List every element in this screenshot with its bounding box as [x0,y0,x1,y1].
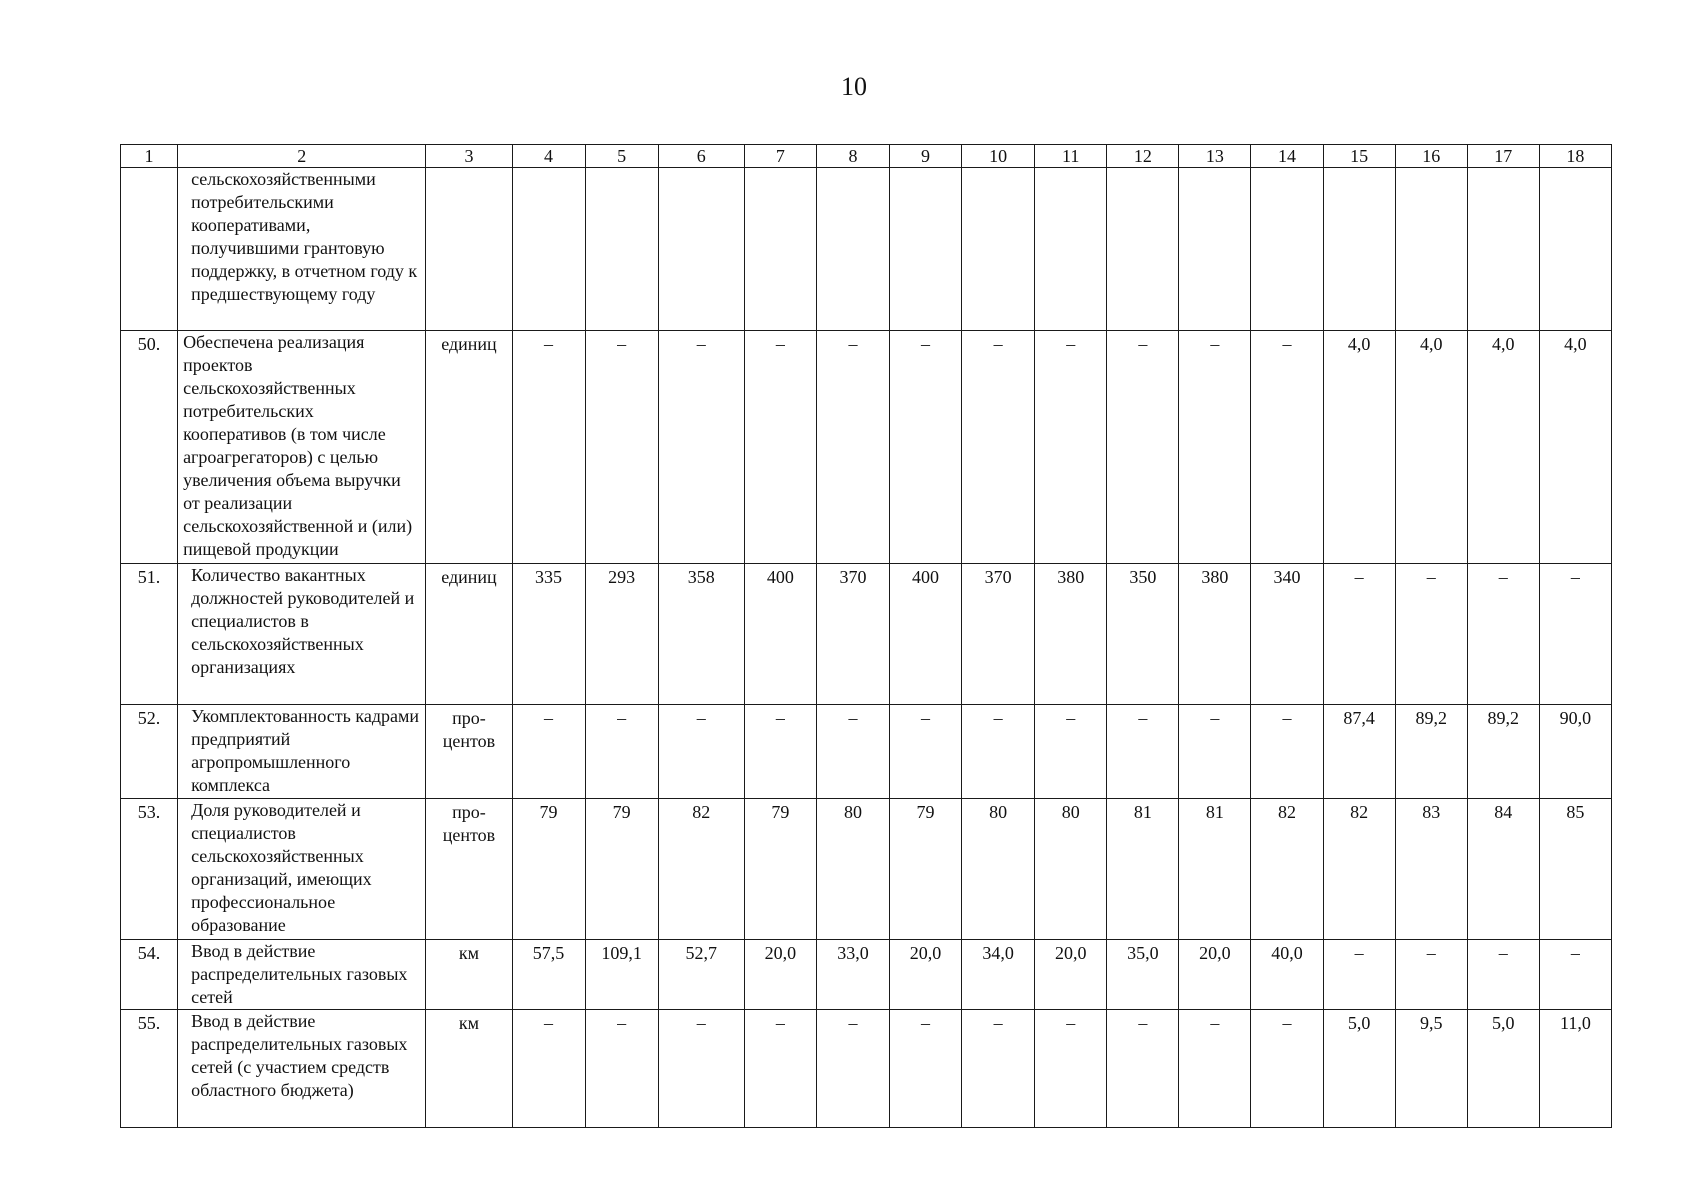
value-cell-col-10: – [962,705,1035,799]
value-cell-col-18: 11,0 [1539,1010,1611,1128]
indicator-name: Обеспечена реализация проектов сельскохозяйственных потребительских кооперативов (в том числе агроагрегаторов) с целью увеличения объема выручки от реализации сельскохозяйственной и (или) пищевой продукции [178,331,426,564]
value-cell-col-14: – [1251,1010,1323,1128]
value-cell-col-12: 81 [1107,799,1179,940]
value-cell-col-5: 109,1 [585,940,658,1010]
value-cell-col-17: 84 [1467,799,1539,940]
column-header-16: 16 [1395,145,1467,168]
value-cell-col-4: 335 [512,564,585,705]
unit-cell: км [426,940,512,1010]
value-cell-col-11: 20,0 [1035,940,1107,1010]
value-cell-col-11: 80 [1035,799,1107,940]
value-cell-col-18 [1539,168,1611,331]
value-cell-col-7: – [744,331,816,564]
value-cell-col-8: 80 [816,799,889,940]
indicator-name: Количество вакантных должностей руководителей и специалистов в сельскохозяйственных организациях [178,564,426,705]
value-cell-col-6: 358 [658,564,744,705]
column-header-13: 13 [1179,145,1251,168]
column-header-14: 14 [1251,145,1323,168]
value-cell-col-7: 400 [744,564,816,705]
value-cell-col-7: – [744,705,816,799]
unit-cell [426,168,512,331]
value-cell-col-9 [889,168,961,331]
value-cell-col-16: – [1395,564,1467,705]
page-number: 10 [841,72,867,101]
value-cell-col-13: 380 [1179,564,1251,705]
value-cell-col-12 [1107,168,1179,331]
value-cell-col-6: – [658,331,744,564]
value-cell-col-4 [512,168,585,331]
value-cell-col-17: – [1467,940,1539,1010]
column-number-header-row [121,145,1612,168]
unit-cell: про- центов [426,705,512,799]
value-cell-col-8 [816,168,889,331]
column-header-12: 12 [1107,145,1179,168]
value-cell-col-14: 40,0 [1251,940,1323,1010]
value-cell-col-11 [1035,168,1107,331]
value-cell-col-14: – [1251,705,1323,799]
table-row [121,168,1612,331]
value-cell-col-6: – [658,1010,744,1128]
value-cell-col-15: – [1323,940,1395,1010]
value-cell-col-12: – [1107,1010,1179,1128]
value-cell-col-13: – [1179,331,1251,564]
value-cell-col-4: – [512,705,585,799]
value-cell-col-6: 82 [658,799,744,940]
indicator-name: Укомплектованность кадрами предприятий агропромышленного комплекса [178,705,426,799]
value-cell-col-4: 79 [512,799,585,940]
value-cell-col-15 [1323,168,1395,331]
value-cell-col-17: – [1467,564,1539,705]
column-header-15: 15 [1323,145,1395,168]
value-cell-col-10: 370 [962,564,1035,705]
value-cell-col-13: – [1179,1010,1251,1128]
column-header-17: 17 [1467,145,1539,168]
value-cell-col-11: – [1035,1010,1107,1128]
value-cell-col-16 [1395,168,1467,331]
value-cell-col-12: – [1107,705,1179,799]
value-cell-col-10: – [962,331,1035,564]
value-cell-col-7 [744,168,816,331]
value-cell-col-5: – [585,1010,658,1128]
value-cell-col-9: 20,0 [889,940,961,1010]
value-cell-col-6 [658,168,744,331]
column-header-4: 4 [512,145,585,168]
column-header-3: 3 [426,145,512,168]
unit-cell: единиц [426,564,512,705]
value-cell-col-9: – [889,705,961,799]
value-cell-col-14: 82 [1251,799,1323,940]
value-cell-col-14: 340 [1251,564,1323,705]
table-row [121,331,1612,564]
table-row [121,564,1612,705]
value-cell-col-8: 370 [816,564,889,705]
unit-cell: км [426,1010,512,1128]
row-number: 50. [121,331,178,564]
row-number: 51. [121,564,178,705]
value-cell-col-8: – [816,1010,889,1128]
row-number: 52. [121,705,178,799]
value-cell-col-8: – [816,331,889,564]
value-cell-col-18: 90,0 [1539,705,1611,799]
value-cell-col-9: – [889,1010,961,1128]
row-number: 55. [121,1010,178,1128]
column-header-9: 9 [889,145,961,168]
value-cell-col-11: – [1035,705,1107,799]
value-cell-col-10: 80 [962,799,1035,940]
value-cell-col-13 [1179,168,1251,331]
value-cell-col-6: 52,7 [658,940,744,1010]
value-cell-col-10: – [962,1010,1035,1128]
value-cell-col-13: 20,0 [1179,940,1251,1010]
value-cell-col-9: 79 [889,799,961,940]
indicators-table [120,144,1612,1128]
value-cell-col-7: 20,0 [744,940,816,1010]
value-cell-col-12: 350 [1107,564,1179,705]
value-cell-col-17: 4,0 [1467,331,1539,564]
row-number: 54. [121,940,178,1010]
value-cell-col-15: 5,0 [1323,1010,1395,1128]
row-number [121,168,178,331]
column-header-11: 11 [1035,145,1107,168]
value-cell-col-8: 33,0 [816,940,889,1010]
value-cell-col-7: – [744,1010,816,1128]
value-cell-col-16: 89,2 [1395,705,1467,799]
value-cell-col-16: 9,5 [1395,1010,1467,1128]
value-cell-col-16: – [1395,940,1467,1010]
value-cell-col-9: 400 [889,564,961,705]
column-header-1: 1 [121,145,178,168]
value-cell-col-4: – [512,1010,585,1128]
indicator-name: Ввод в действие распределительных газовых сетей [178,940,426,1010]
value-cell-col-15: 82 [1323,799,1395,940]
column-header-5: 5 [585,145,658,168]
value-cell-col-6: – [658,705,744,799]
unit-cell: единиц [426,331,512,564]
value-cell-col-5 [585,168,658,331]
column-header-7: 7 [744,145,816,168]
value-cell-col-10: 34,0 [962,940,1035,1010]
column-header-8: 8 [816,145,889,168]
column-header-6: 6 [658,145,744,168]
value-cell-col-14 [1251,168,1323,331]
value-cell-col-4: – [512,331,585,564]
table-row [121,1010,1612,1128]
column-header-2: 2 [178,145,426,168]
column-header-10: 10 [962,145,1035,168]
value-cell-col-12: – [1107,331,1179,564]
table-row [121,940,1612,1010]
value-cell-col-17: 89,2 [1467,705,1539,799]
table-row [121,799,1612,940]
value-cell-col-18: – [1539,940,1611,1010]
indicator-name: Доля руководителей и специалистов сельскохозяйственных организаций, имеющих профессиональное образование [178,799,426,940]
value-cell-col-18: – [1539,564,1611,705]
value-cell-col-11: – [1035,331,1107,564]
value-cell-col-4: 57,5 [512,940,585,1010]
value-cell-col-15: 87,4 [1323,705,1395,799]
value-cell-col-15: 4,0 [1323,331,1395,564]
value-cell-col-13: 81 [1179,799,1251,940]
value-cell-col-17 [1467,168,1539,331]
row-number: 53. [121,799,178,940]
value-cell-col-10 [962,168,1035,331]
value-cell-col-13: – [1179,705,1251,799]
value-cell-col-5: – [585,331,658,564]
value-cell-col-9: – [889,331,961,564]
value-cell-col-14: – [1251,331,1323,564]
value-cell-col-11: 380 [1035,564,1107,705]
indicator-name: сельскохозяйственными потребительскими кооперативами, получившими грантовую поддержку, в отчетном году к предшествующему году [178,168,426,331]
value-cell-col-5: – [585,705,658,799]
column-header-18: 18 [1539,145,1611,168]
indicator-name: Ввод в действие распределительных газовых сетей (с участием средств областного бюджета) [178,1010,426,1128]
value-cell-col-5: 79 [585,799,658,940]
value-cell-col-7: 79 [744,799,816,940]
value-cell-col-8: – [816,705,889,799]
value-cell-col-12: 35,0 [1107,940,1179,1010]
value-cell-col-17: 5,0 [1467,1010,1539,1128]
value-cell-col-5: 293 [585,564,658,705]
table-row [121,705,1612,799]
value-cell-col-16: 83 [1395,799,1467,940]
value-cell-col-16: 4,0 [1395,331,1467,564]
value-cell-col-18: 4,0 [1539,331,1611,564]
value-cell-col-15: – [1323,564,1395,705]
unit-cell: про- центов [426,799,512,940]
value-cell-col-18: 85 [1539,799,1611,940]
